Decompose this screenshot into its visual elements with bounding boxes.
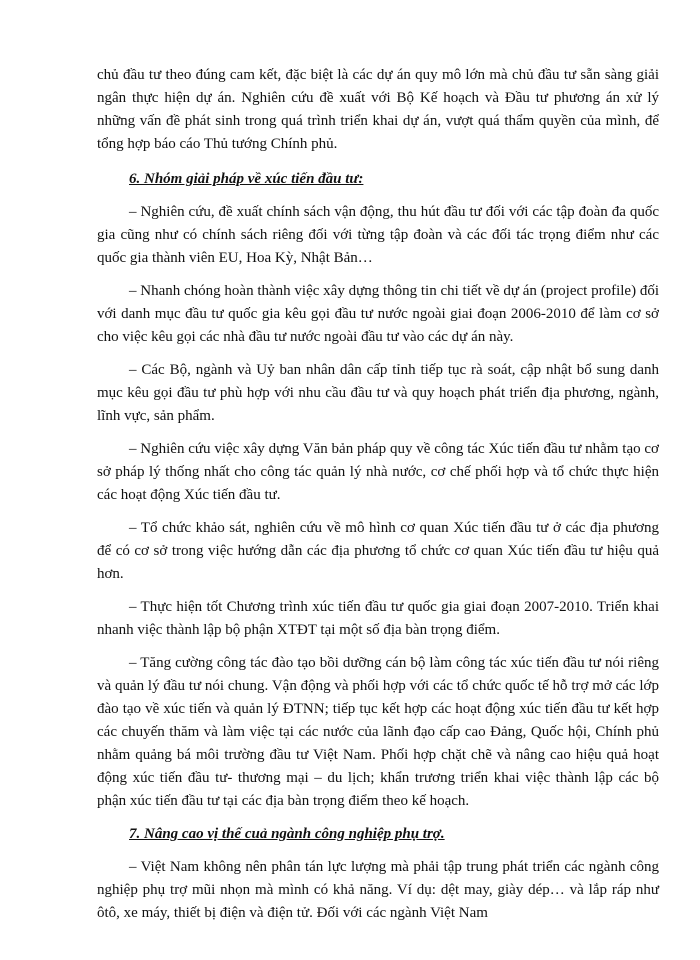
section-6-paragraph: – Nghiên cứu việc xây dựng Văn bản pháp quy về công tác Xúc tiến đầu tư nhằm tạo cơ sở pháp lý thống nhất cho công tác quản lý nhà nước, cơ chế phối hợp và tổ chức thực hiện các hoạt động Xúc tiến đầu tư. <box>97 441 659 503</box>
section-6-heading: 6. Nhóm giải pháp về xúc tiến đầu tư: <box>129 171 364 187</box>
section-6-paragraph: – Nghiên cứu, đề xuất chính sách vận động, thu hút đầu tư đối với các tập đoàn đa quốc gia cũng như có chính sách riêng đối với từng tập đoàn và các đối tác trọng điểm như các quốc gia thành viên EU, Hoa Kỳ, Nhật Bản… <box>97 204 659 266</box>
section-6-paragraph: – Các Bộ, ngành và Uỷ ban nhân dân cấp tỉnh tiếp tục rà soát, cập nhật bổ sung danh mục kêu gọi đầu tư phù hợp với nhu cầu đầu tư và quy hoạch phát triển địa phương, ngành, lĩnh vực, sản phẩm. <box>97 362 659 424</box>
section-7-heading: 7. Nâng cao vị thế cuả ngành công nghiệp phụ trợ. <box>129 826 445 842</box>
document-page <box>97 64 659 935</box>
section-6-paragraph: – Thực hiện tốt Chương trình xúc tiến đầu tư quốc gia giai đoạn 2007-2010. Triển khai nhanh việc thành lập bộ phận XTĐT tại một số địa bàn trọng điểm. <box>97 599 659 638</box>
continuation-paragraph: chủ đầu tư theo đúng cam kết, đặc biệt là các dự án quy mô lớn mà chủ đầu tư sẵn sàng giải ngân thực hiện dự án. Nghiên cứu đề xuất với Bộ Kế hoạch và Đầu tư phương án xử lý những vấn đề phát sinh trong quá trình triển khai dự án, vượt quá thẩm quyền của mình, để tổng hợp báo cáo Thủ tướng Chính phủ. <box>97 67 659 152</box>
section-7-paragraph: – Việt Nam không nên phân tán lực lượng mà phải tập trung phát triển các ngành công nghiệp phụ trợ mũi nhọn mà mình có khả năng. Ví dụ: dệt may, giày dép… và lắp ráp như ôtô, xe máy, thiết bị điện và điện tử. Đối với các ngành Việt Nam <box>97 859 659 921</box>
section-6-paragraph: – Nhanh chóng hoàn thành việc xây dựng thông tin chi tiết về dự án (project profile) đối với danh mục đầu tư quốc gia kêu gọi đầu tư nước ngoài giai đoạn 2006-2010 để làm cơ sở cho việc kêu gọi các nhà đầu tư nước ngoài đầu tư vào các dự án này. <box>97 283 659 345</box>
section-6-paragraph: – Tăng cường công tác đào tạo bồi dưỡng cán bộ làm công tác xúc tiến đầu tư nói riêng và quản lý đầu tư nói chung. Vận động và phối hợp với các tổ chức quốc tế hỗ trợ mở các lớp đào tạo về xúc tiến và quản lý ĐTNN; tiếp tục kết hợp các hoạt động xúc tiến đầu tư kết hợp các chuyến thăm và làm việc tại các nước của lãnh đạo cấp cao Đảng, Quốc hội, Chính phủ nhằm quảng bá môi trường đầu tư Việt Nam. Phối hợp chặt chẽ và nâng cao hiệu quả hoạt động xúc tiến đầu tư- thương mại – du lịch; khẩn trương triển khai việc thành lập các bộ phận xúc tiến đầu tư tại các địa bàn trọng điểm theo kế hoạch. <box>97 655 659 809</box>
section-6-paragraph: – Tổ chức khảo sát, nghiên cứu về mô hình cơ quan Xúc tiến đầu tư ở các địa phương để có cơ sở trong việc hướng dẫn các địa phương tổ chức cơ quan Xúc tiến đầu tư hiệu quả hơn. <box>97 520 659 582</box>
